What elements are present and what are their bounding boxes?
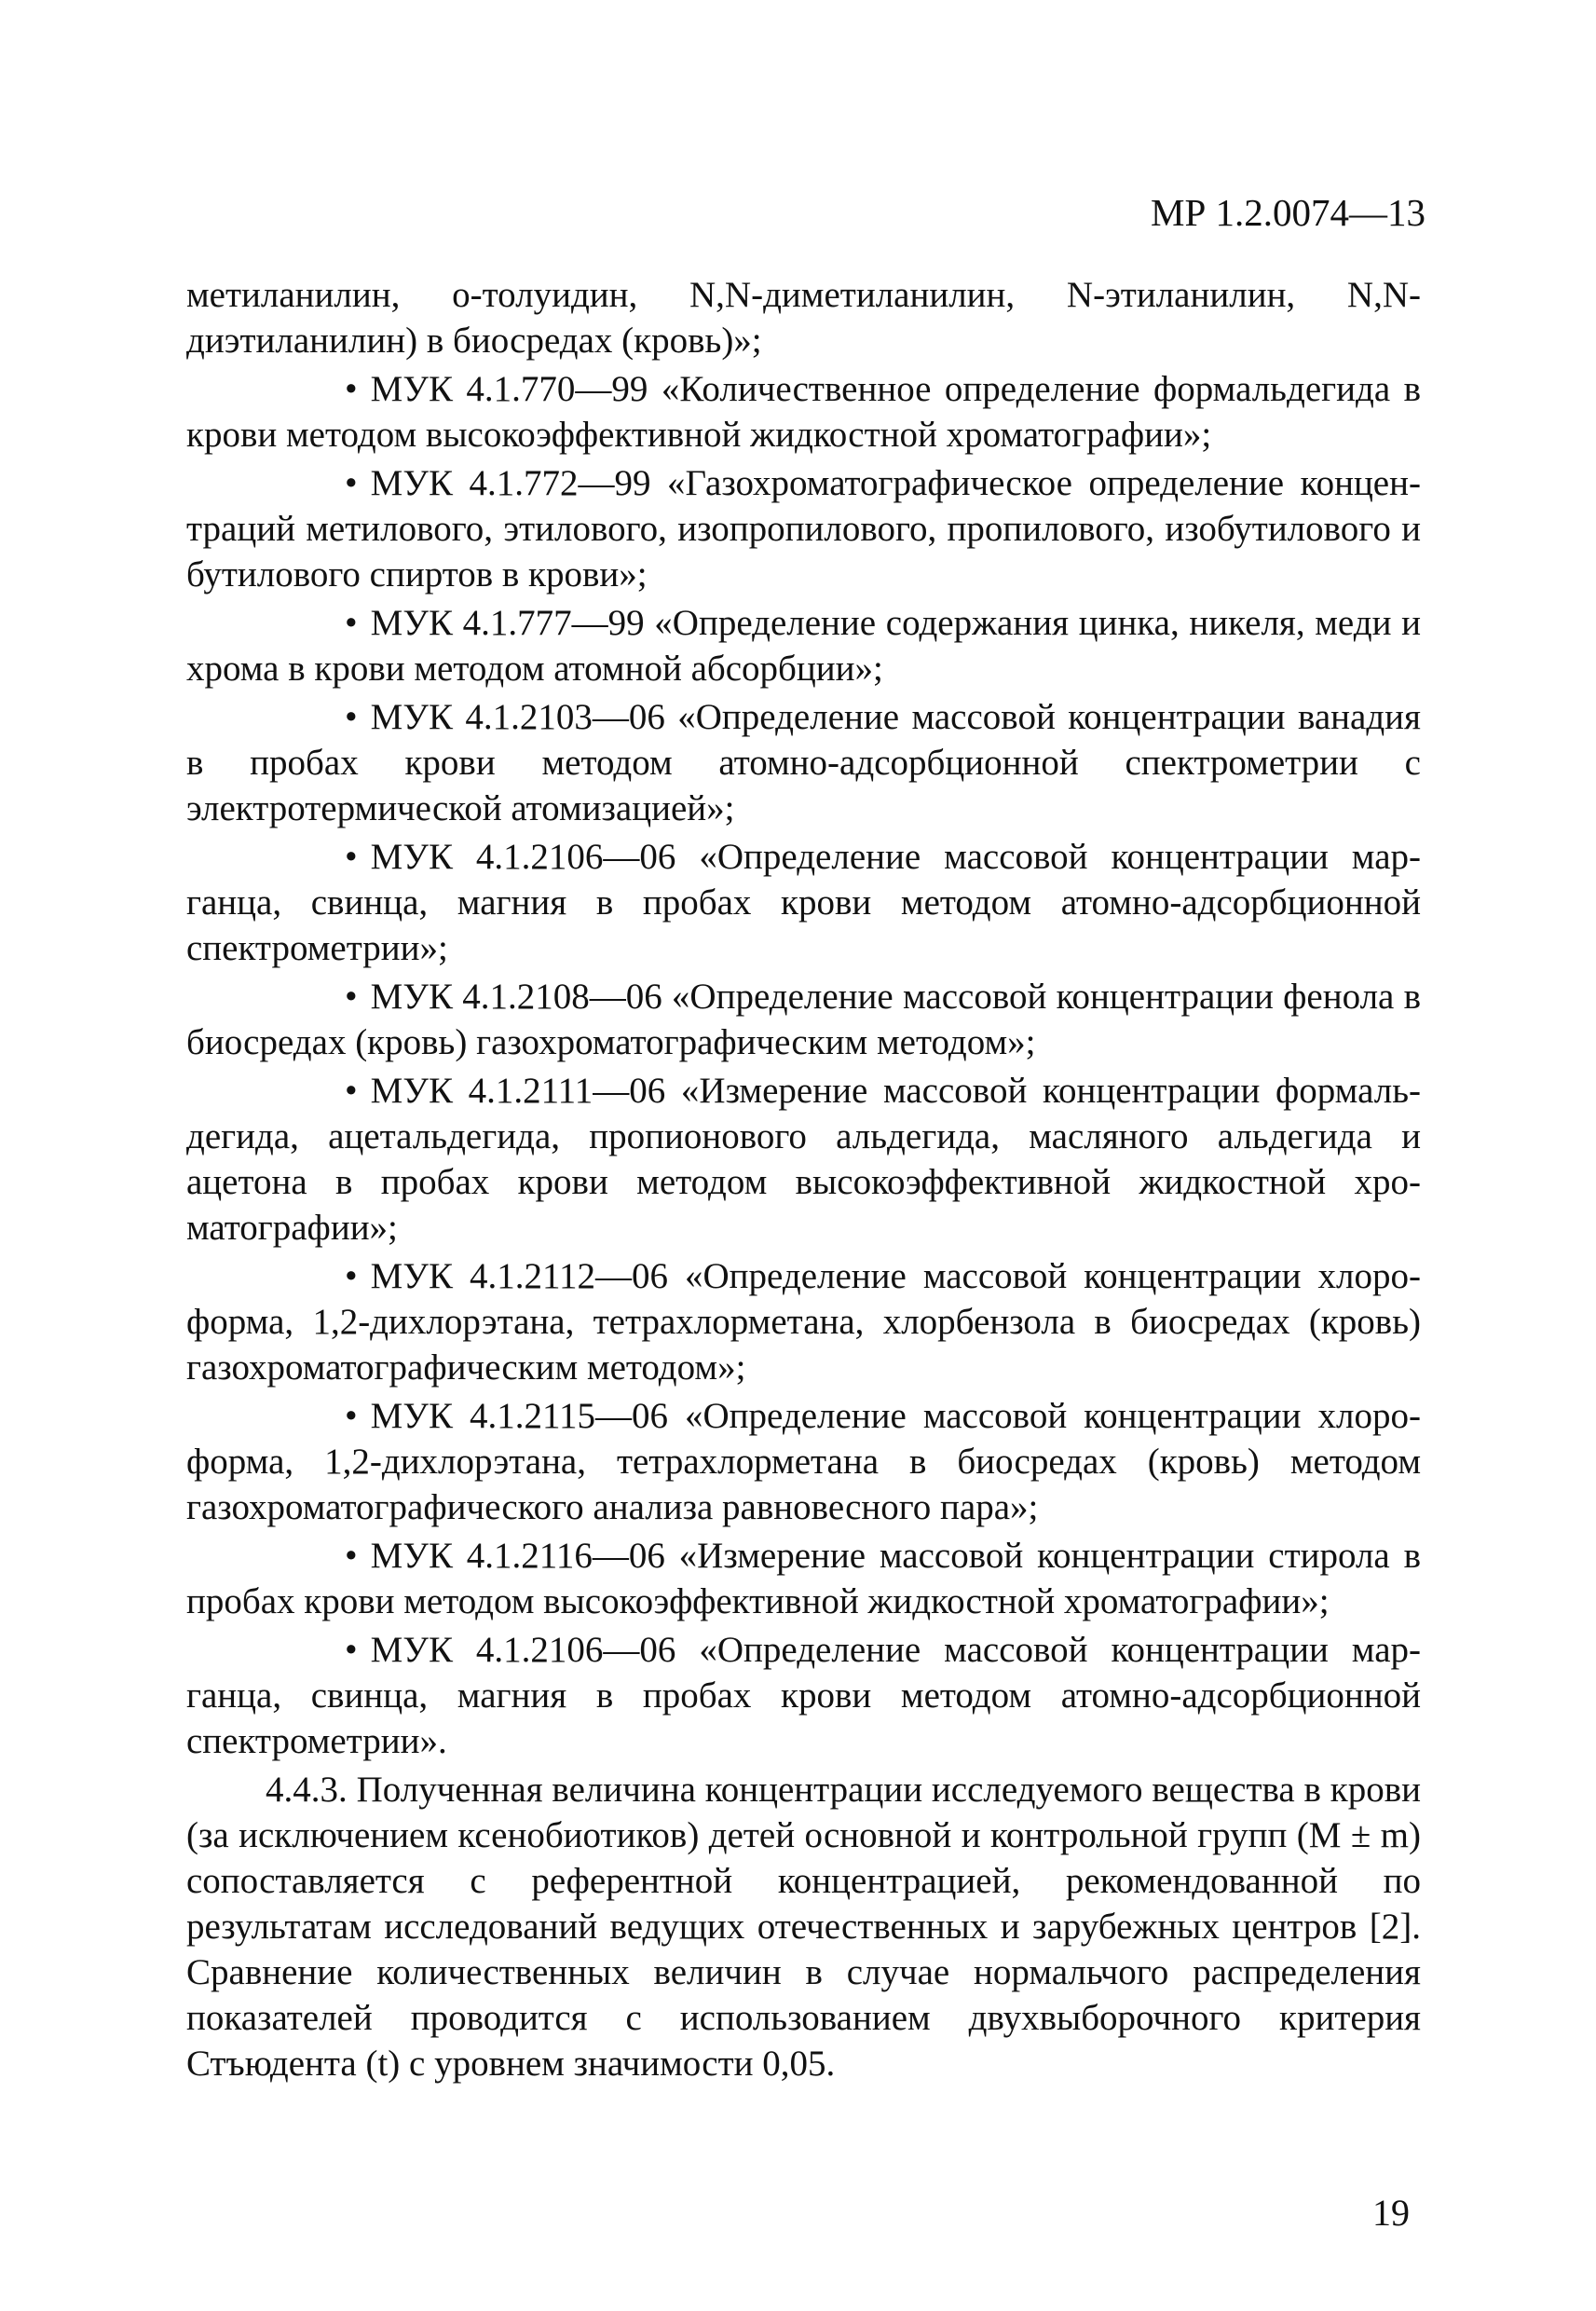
bullet-item — [186, 1253, 1421, 1390]
bullet-text: МУК 4.1.2106—06 «Определение массовой концентрации марганца, свинца, магния в пробах крови методом атомно-адсорбционной спектрометрии». — [186, 1630, 1421, 1761]
bullet-marker: • — [345, 1630, 358, 1670]
section-number: 4.4.3. — [266, 1770, 348, 1810]
bullet-text: МУК 4.1.2106—06 «Определение массовой концентрации марганца, свинца, магния в пробах крови методом атомно-адсорбционной спектрометрии»; — [186, 837, 1421, 968]
bullet-marker: • — [345, 369, 358, 409]
bullet-marker: • — [345, 977, 358, 1017]
bullet-text: МУК 4.1.772—99 «Газохроматографическое определение концентраций метилового, этилового, изопропилового, пропилового, изобутилового и бутилового спиртов в крови»; — [186, 463, 1421, 595]
bullet-marker: • — [345, 1256, 358, 1296]
bullet-item — [186, 694, 1421, 831]
bullet-item — [186, 1533, 1421, 1624]
page-number: 19 — [1372, 2192, 1410, 2234]
section-paragraph — [186, 1767, 1421, 2086]
bullet-text: МУК 4.1.2112—06 «Определение массовой концентрации хлороформа, 1,2-дихлорэтана, тетрахлорметана, хлорбензола в биосредах (кровь) газохроматографическим методом»; — [186, 1256, 1421, 1388]
bullet-marker: • — [345, 697, 358, 737]
bullet-text: МУК 4.1.2103—06 «Определение массовой концентрации ванадия в пробах крови методом атомно-адсорбционной спектрометрии с электротермической атомизацией»; — [186, 697, 1421, 828]
bullet-text: МУК 4.1.2111—06 «Измерение массовой концентрации формальдегида, ацетальдегида, пропионового альдегида, масляного альдегида и ацетона в пробах крови методом высокоэффективной жидкостной хроматографии»; — [186, 1071, 1421, 1248]
bullet-marker: • — [345, 1536, 358, 1576]
bullet-item — [186, 1068, 1421, 1251]
document-code: МР 1.2.0074—13 — [1150, 191, 1425, 234]
bullet-item — [186, 460, 1421, 597]
bullet-text: МУК 4.1.2115—06 «Определение массовой концентрации хлороформа, 1,2-дихлорэтана, тетрахлорметана в биосредах (кровь) методом газохроматографического анализа равновесного пара»; — [186, 1396, 1421, 1527]
bullet-text: МУК 4.1.2116—06 «Измерение массовой концентрации стирола в пробах крови методом высокоэффективной жидкостной хроматографии»; — [186, 1536, 1421, 1621]
intro-paragraph: метиланилин, о-толуидин, N,N-диметиланилин, N-этиланилин, N,N-диэтиланилин) в биосредах (кровь)»; — [186, 275, 1421, 361]
bullet-marker: • — [345, 1396, 358, 1436]
bullet-item — [186, 366, 1421, 458]
bullet-text: МУК 4.1.2108—06 «Определение массовой концентрации фенола в биосредах (кровь) газохроматографическим методом»; — [186, 977, 1421, 1062]
page-body — [186, 272, 1421, 2089]
bullet-marker: • — [345, 837, 358, 877]
bullet-text: МУК 4.1.770—99 «Количественное определение формальдегида в крови методом высокоэффективной жидкостной хроматографии»; — [186, 369, 1421, 455]
bullet-marker: • — [345, 463, 358, 503]
bullet-item — [186, 834, 1421, 971]
bullet-item — [186, 974, 1421, 1065]
bullet-item — [186, 600, 1421, 691]
section-text: Полученная величина концентрации исследуемого вещества в крови (за исключением ксенобиотиков) детей основной и контрольной групп (M ± m) сопоставляется с референтной концентрацией, рекомендованной по результатам исследований ведущих отечественных и зарубежных центров [2]. Сравнение количественных величин в случае нормальчого распределения показателей проводится с использованием двухвыборочного критерия Стъюдента (t) с уровнем значимости 0,05. — [186, 1770, 1422, 2084]
bullet-text: МУК 4.1.777—99 «Определение содержания цинка, никеля, меди и хрома в крови методом атомной абсорбции»; — [186, 603, 1421, 689]
bullet-marker: • — [345, 603, 358, 643]
bullet-item — [186, 1393, 1421, 1530]
bullet-item — [186, 1627, 1421, 1764]
bullet-marker: • — [345, 1071, 358, 1111]
